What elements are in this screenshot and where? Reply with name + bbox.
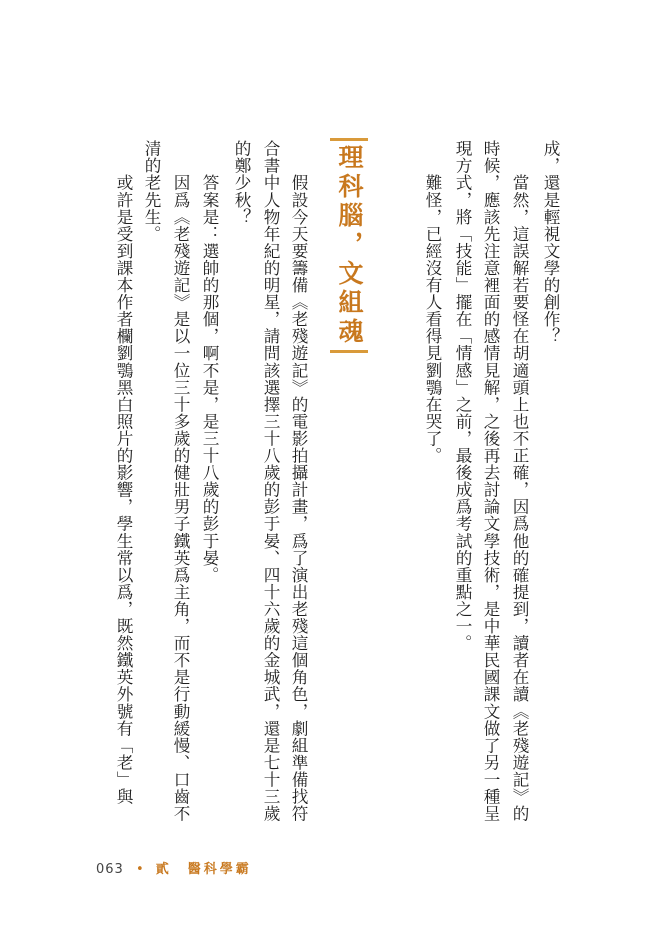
text-column-1: 成，還是輕視文學的創作？ xyxy=(541,140,560,345)
text-column-7: 合書中人物年紀的明星，請問該選擇三十八歲的彭于晏、四十六歲的金城武，還是七十三歲 xyxy=(261,140,280,822)
text-column-11: 清的老先生。 xyxy=(142,140,161,243)
text-column-8: 的鄭少秋？ xyxy=(232,140,251,226)
text-column-6: 假設今天要籌備《老殘遊記》的電影拍攝計畫，爲了演出老殘這個角色，劇組準備找符 xyxy=(289,140,308,822)
text-column-9: 答案是：選帥的那個，啊不是，是三十八歲的彭于晏。 xyxy=(200,140,219,584)
text-column-5: 難怪，已經沒有人看得見劉鶚在哭了。 xyxy=(423,140,442,464)
text-column-3: 時候，應該先注意裡面的感情見解，之後再去討論文學技術，是中華民國課文做了另一種呈 xyxy=(481,140,500,822)
text-column-4: 現方式，將「技能」擺在「情感」之前，最後成爲考試的重點之一。 xyxy=(453,140,472,652)
text-column-10: 因爲《老殘遊記》是以一位三十多歲的健壯男子鐵英爲主角，而不是行動緩慢、口齒不 xyxy=(171,140,190,822)
text-column-2: 當然，這誤解若要怪在胡適頭上也不正確，因爲他的確提到，讀者在讀《老殘遊記》的 xyxy=(510,140,529,822)
section-heading xyxy=(330,138,368,353)
page-footer xyxy=(96,858,252,877)
text-column-12: 或許是受到課本作者欄劉鶚黑白照片的影響，學生常以爲，既然鐵英外號有「老」與 xyxy=(114,140,133,805)
section-heading-text: 理科腦，文組魂 xyxy=(335,144,364,347)
page-number: 063 xyxy=(96,862,124,877)
footer-separator: • xyxy=(135,862,144,877)
chapter-title: 貳 醫科學霸 xyxy=(155,862,252,877)
